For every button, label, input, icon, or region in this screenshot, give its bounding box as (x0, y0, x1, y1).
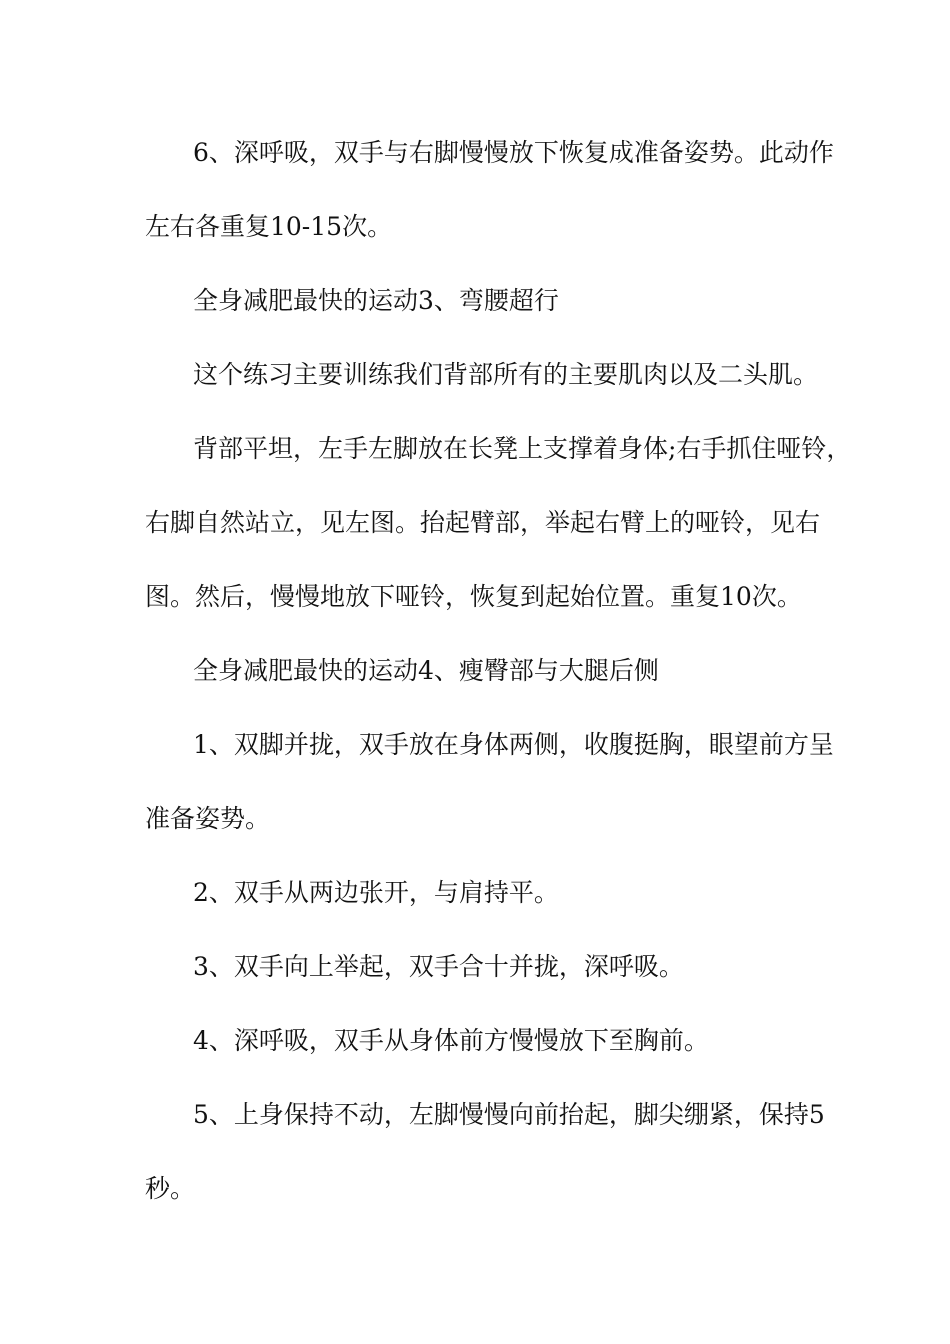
paragraph-step-5-line-1: 5、上身保持不动，左脚慢慢向前抬起，脚尖绷紧，保持5 (193, 1100, 825, 1129)
paragraph-step-1-line-1: 1、双脚并拢，双手放在身体两侧，收腹挺胸，眼望前方呈 (193, 730, 834, 759)
paragraph-step-1-line-2: 准备姿势。 (145, 804, 271, 833)
paragraph-step-4: 4、深呼吸，双手从身体前方慢慢放下至胸前。 (193, 1026, 709, 1055)
paragraph-exercise-3-intro: 这个练习主要训练我们背部所有的主要肌肉以及二头肌。 (193, 360, 819, 389)
paragraph-step-3: 3、双手向上举起，双手合十并拢，深呼吸。 (193, 952, 684, 981)
section-heading-exercise-4: 全身减肥最快的运动4、瘦臀部与大腿后侧 (193, 656, 659, 685)
section-heading-exercise-3: 全身减肥最快的运动3、弯腰超行 (193, 286, 559, 315)
paragraph-exercise-3-line-1: 背部平坦，左手左脚放在长凳上支撑着身体;右手抓住哑铃， (193, 434, 852, 463)
paragraph-step-6-line-1: 6、深呼吸，双手与右脚慢慢放下恢复成准备姿势。此动作 (193, 138, 834, 167)
paragraph-exercise-3-line-2: 右脚自然站立，见左图。抬起臂部，举起右臂上的哑铃，见右 (145, 508, 821, 537)
paragraph-step-2: 2、双手从两边张开，与肩持平。 (193, 878, 559, 907)
paragraph-exercise-3-line-3: 图。然后，慢慢地放下哑铃，恢复到起始位置。重复10次。 (145, 582, 802, 611)
paragraph-step-5-line-2: 秒。 (145, 1174, 196, 1203)
paragraph-step-6-line-2: 左右各重复10-15次。 (145, 212, 393, 241)
